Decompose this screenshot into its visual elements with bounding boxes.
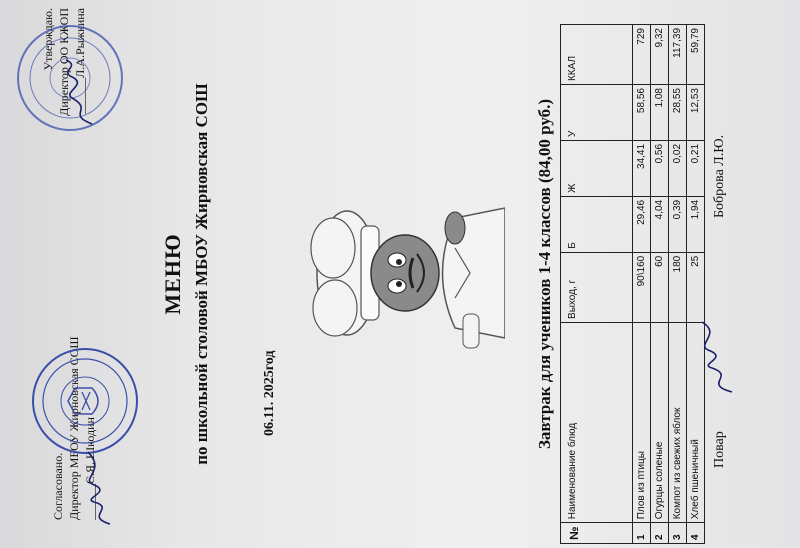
approved-line-2: Директор ОО КЖОП [57,8,71,116]
dish-fats: 34,41 [633,140,651,196]
dish-proteins: 4,04 [651,196,669,252]
header-fats: Ж [561,140,633,196]
dish-name: Компот из свежих яблок [669,322,687,522]
dish-output: 60 [651,252,669,322]
approver-signature [60,58,100,128]
school-stamp [30,346,140,456]
dish-fats: 0,56 [651,140,669,196]
row-number: 1 [633,523,651,544]
agreed-line-1: Согласовано. [51,452,65,520]
agreed-line-3: ______С.Я. Шкодин [83,417,97,520]
dish-fats: 0,21 [687,140,705,196]
dish-output: 180 [669,252,687,322]
dish-kcal: 59,79 [687,25,705,85]
menu-date: 06.11. 2025год [262,350,277,436]
dish-name: Огурцы соленые [651,322,669,522]
dish-proteins: 0,39 [669,196,687,252]
dish-carbs: 58,56 [633,85,651,141]
dish-kcal: 729 [633,25,651,85]
row-number: 4 [687,523,705,544]
director-signature [80,448,120,528]
dish-name: Плов из птицы [633,322,651,522]
agreed-line-2: Директор МБОУ Жирновская СОШ [67,336,81,520]
dish-kcal: 117,39 [669,25,687,85]
row-number: 2 [651,523,669,544]
table-row [669,25,687,544]
chef-illustration [305,188,505,358]
dish-carbs: 12,53 [687,85,705,141]
table-header-row [561,25,633,544]
dish-output: 90\160 [633,252,651,322]
approved-line-3: ______Л.А.Рыжкина [73,8,87,114]
table-row [651,25,669,544]
row-number: 3 [669,523,687,544]
menu-table [560,24,705,544]
dish-fats: 0,02 [669,140,687,196]
cook-label: Повар [712,431,727,468]
table-row [687,25,705,544]
dish-proteins: 29,46 [633,196,651,252]
header-output: Выход, г [561,252,633,322]
header-number: № [561,523,633,544]
dish-proteins: 1,94 [687,196,705,252]
dish-carbs: 1,08 [651,85,669,141]
page-title: МЕНЮ [160,233,185,315]
meal-title: Завтрак для учеников 1-4 классов (84,00 руб.) [535,98,554,450]
cook-name: Боброва Л.Ю. [712,134,727,218]
header-proteins: Б [561,196,633,252]
dish-name: Хлеб пшеничный [687,322,705,522]
cook-signature [692,318,742,398]
table-row [633,25,651,544]
header-carbs: У [561,85,633,141]
header-kcal: ККАЛ [561,25,633,85]
header-dish: Наименование блюд [561,322,633,522]
dish-output: 25 [687,252,705,322]
dish-kcal: 9,32 [651,25,669,85]
approved-line-1: Утверждаю. [41,8,55,71]
dish-carbs: 28,55 [669,85,687,141]
page-subtitle: по школьной столовой МБОУ Жирновская СОШ [192,83,211,465]
